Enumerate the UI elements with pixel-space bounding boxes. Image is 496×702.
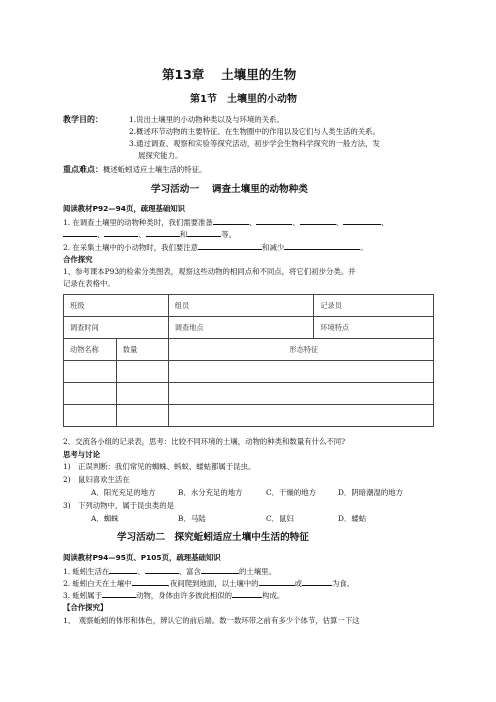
q1-blank-8[interactable] xyxy=(187,228,221,237)
q1-blank-7[interactable] xyxy=(146,228,180,237)
q1-blank-5[interactable] xyxy=(63,228,97,237)
activity2-coop-title: 【合作探究】 xyxy=(63,603,108,612)
discussion-item-2: 2) 鼠妇喜欢生活在 xyxy=(63,475,130,484)
q2-mid: 和减少 xyxy=(262,243,285,252)
a2q1-mid: 、富含 xyxy=(178,567,201,576)
key-points xyxy=(63,165,206,175)
a2q2-end: 为食。 xyxy=(331,579,355,588)
a2q1-sep: 、 xyxy=(137,567,145,576)
cell-class: 班级 xyxy=(64,295,169,317)
a2q1-blank-1[interactable] xyxy=(109,565,137,574)
option-3b[interactable]: B．马陆 xyxy=(178,514,206,523)
activity1-q1 xyxy=(63,216,388,228)
a2q3-end: 构成。 xyxy=(262,591,285,600)
activity2-reading: 阅读教材P94—95页、P105页，疏理基础知识 xyxy=(63,553,221,562)
q1-sep: 、 xyxy=(292,218,300,227)
activity1-title: 学习活动一 调查土壤里的动物种类 xyxy=(151,184,308,195)
option-2a[interactable]: A．阳光充足的地方 xyxy=(91,488,156,497)
objective-3: 3.通过调查、观察和实验等探究活动，初步学会生物科学探究的一般方法，发 xyxy=(129,139,380,148)
q2-blank-2[interactable] xyxy=(284,241,360,250)
option-2d[interactable]: D．阴暗潮湿的地方 xyxy=(338,488,404,497)
table-row xyxy=(64,317,434,339)
a2q2-prefix: 2. 蚯蚓白天在土壤中 xyxy=(63,579,132,588)
option-3a[interactable]: A．蜘蛛 xyxy=(91,514,119,523)
q1-sep: 、 xyxy=(335,218,344,227)
a2q2-blank-1[interactable] xyxy=(132,577,168,586)
a2q2-mid: ,夜间爬到地面，以土壤中的 xyxy=(167,579,259,588)
activity2-q3 xyxy=(63,589,284,601)
q1-sep: 、 xyxy=(138,230,146,239)
objectives-label: 教学目的： xyxy=(63,115,103,124)
cell-empty[interactable] xyxy=(168,405,433,427)
q1-blank-2[interactable] xyxy=(256,216,292,225)
option-2c[interactable]: C．干燥的地方 xyxy=(266,488,316,497)
q1-sep: 、 xyxy=(381,218,389,227)
cell-quantity: 数量 xyxy=(116,339,168,361)
record-table xyxy=(63,294,434,427)
cell-members: 组员 xyxy=(168,295,314,317)
exchange-question: 2、交流各小组的记录表，思考：比较不同环境的土壤，动物的种类和数量有什么不同? xyxy=(63,437,346,446)
objective-2: 2.概述环节动物的主要特征、在生物圈中的作用以及它们与人类生活的关系。 xyxy=(129,127,380,136)
cell-location: 调查地点 xyxy=(168,317,314,339)
cell-recorder: 记录员 xyxy=(314,295,434,317)
q2-prefix: 2. 在采集土壤中的小动物时，我们要注意 xyxy=(63,243,199,252)
q1-sep: 、 xyxy=(248,218,257,227)
a2q1-blank-3[interactable] xyxy=(201,565,239,574)
cell-empty[interactable] xyxy=(168,383,433,405)
q1-and: 和 xyxy=(179,230,188,239)
option-3d[interactable]: D．蝼蛄 xyxy=(338,514,367,523)
chapter-title: 第13章 土壤里的生物 xyxy=(162,67,297,82)
a2q1-end: 的土壤里。 xyxy=(238,567,276,576)
discussion-title: 思考与讨论 xyxy=(63,450,100,459)
table-row[interactable] xyxy=(64,383,434,405)
cell-empty[interactable] xyxy=(64,361,117,383)
activity1-q2 xyxy=(63,241,368,253)
table-row[interactable] xyxy=(64,405,434,427)
cell-empty[interactable] xyxy=(116,383,168,405)
a2q2-blank-2[interactable] xyxy=(259,577,295,586)
a2q3-mid: 动物，身体由许多彼此相似的 xyxy=(135,591,233,600)
q1-blank-6[interactable] xyxy=(104,228,138,237)
a2q3-prefix: 3. 蚯蚓属于 xyxy=(63,591,102,600)
activity2-q2 xyxy=(63,577,354,589)
section-title: 第1节 土壤里的小动物 xyxy=(190,94,297,105)
q2-end: 。 xyxy=(360,243,368,252)
a2q2-or: 或 xyxy=(294,579,302,588)
option-2b[interactable]: B．水分充足的地方 xyxy=(178,488,243,497)
objective-1: 1.说出土壤里的小动物种类以及与环境的关系。 xyxy=(129,115,284,124)
cell-empty[interactable] xyxy=(116,405,168,427)
cell-empty[interactable] xyxy=(64,405,117,427)
cell-animal-name: 动物名称 xyxy=(64,339,117,361)
coop-line-2: 记录在表格中。 xyxy=(63,279,115,288)
discussion-item-1: 1) 正误判断：我们常见的蜘蛛、蚂蚁、蝼蛄都属于昆虫。 xyxy=(63,462,256,471)
cell-features: 形态特征 xyxy=(168,339,433,361)
table-row xyxy=(64,295,434,317)
activity2-q1 xyxy=(63,565,276,577)
activity1-reading: 阅读教材P92—94页，疏理基础知识 xyxy=(63,204,186,213)
cell-environment: 环境特点 xyxy=(314,317,434,339)
q2-blank-1[interactable] xyxy=(198,241,262,250)
key-points-label: 重点难点： xyxy=(63,165,103,174)
coop-title: 合作探究 xyxy=(63,255,93,264)
q1-sep: 、 xyxy=(97,230,105,239)
a2q1-prefix: 1. 蚯蚓生活在 xyxy=(63,567,110,576)
objective-3-cont: 展探究能力。 xyxy=(138,151,183,160)
cell-time: 调查时间 xyxy=(64,317,169,339)
cell-empty[interactable] xyxy=(168,361,433,383)
option-3c[interactable]: C．鼠妇 xyxy=(266,514,294,523)
q1-blank-3[interactable] xyxy=(300,216,336,225)
q1-blank-1[interactable] xyxy=(213,216,249,225)
a2q3-blank-1[interactable] xyxy=(102,589,136,598)
key-points-text: 概述蚯蚓适应土壤生活的特征。 xyxy=(103,165,207,174)
activity2-title: 学习活动二 探究蚯蚓适应土壤中生活的特征 xyxy=(117,532,309,543)
discussion-item-3: 3) 下列动物中，属于昆虫类的是 xyxy=(63,501,175,510)
a2q1-blank-2[interactable] xyxy=(145,565,179,574)
activity2-coop-line-1: 1、 观察蚯蚓的体形和体色，辨认它的前后端。数一数环带之前有多少个体节，估算一下这 xyxy=(63,616,360,625)
a2q3-blank-2[interactable] xyxy=(232,589,262,598)
coop-line-1: 1、参考课本P93的检索分类图表，观察这些动物的相同点和不同点，将它们初步分类。并 xyxy=(63,267,356,276)
cell-empty[interactable] xyxy=(116,361,168,383)
q1-end: 等。 xyxy=(221,230,237,239)
cell-empty[interactable] xyxy=(64,383,117,405)
q1-prefix: 1. 在调查土壤里的动物种类时，我们需要准备 xyxy=(63,218,213,227)
a2q2-blank-3[interactable] xyxy=(302,577,332,586)
activity1-q1-cont xyxy=(63,228,236,240)
table-row xyxy=(64,339,434,361)
table-row[interactable] xyxy=(64,361,434,383)
q1-blank-4[interactable] xyxy=(343,216,381,225)
